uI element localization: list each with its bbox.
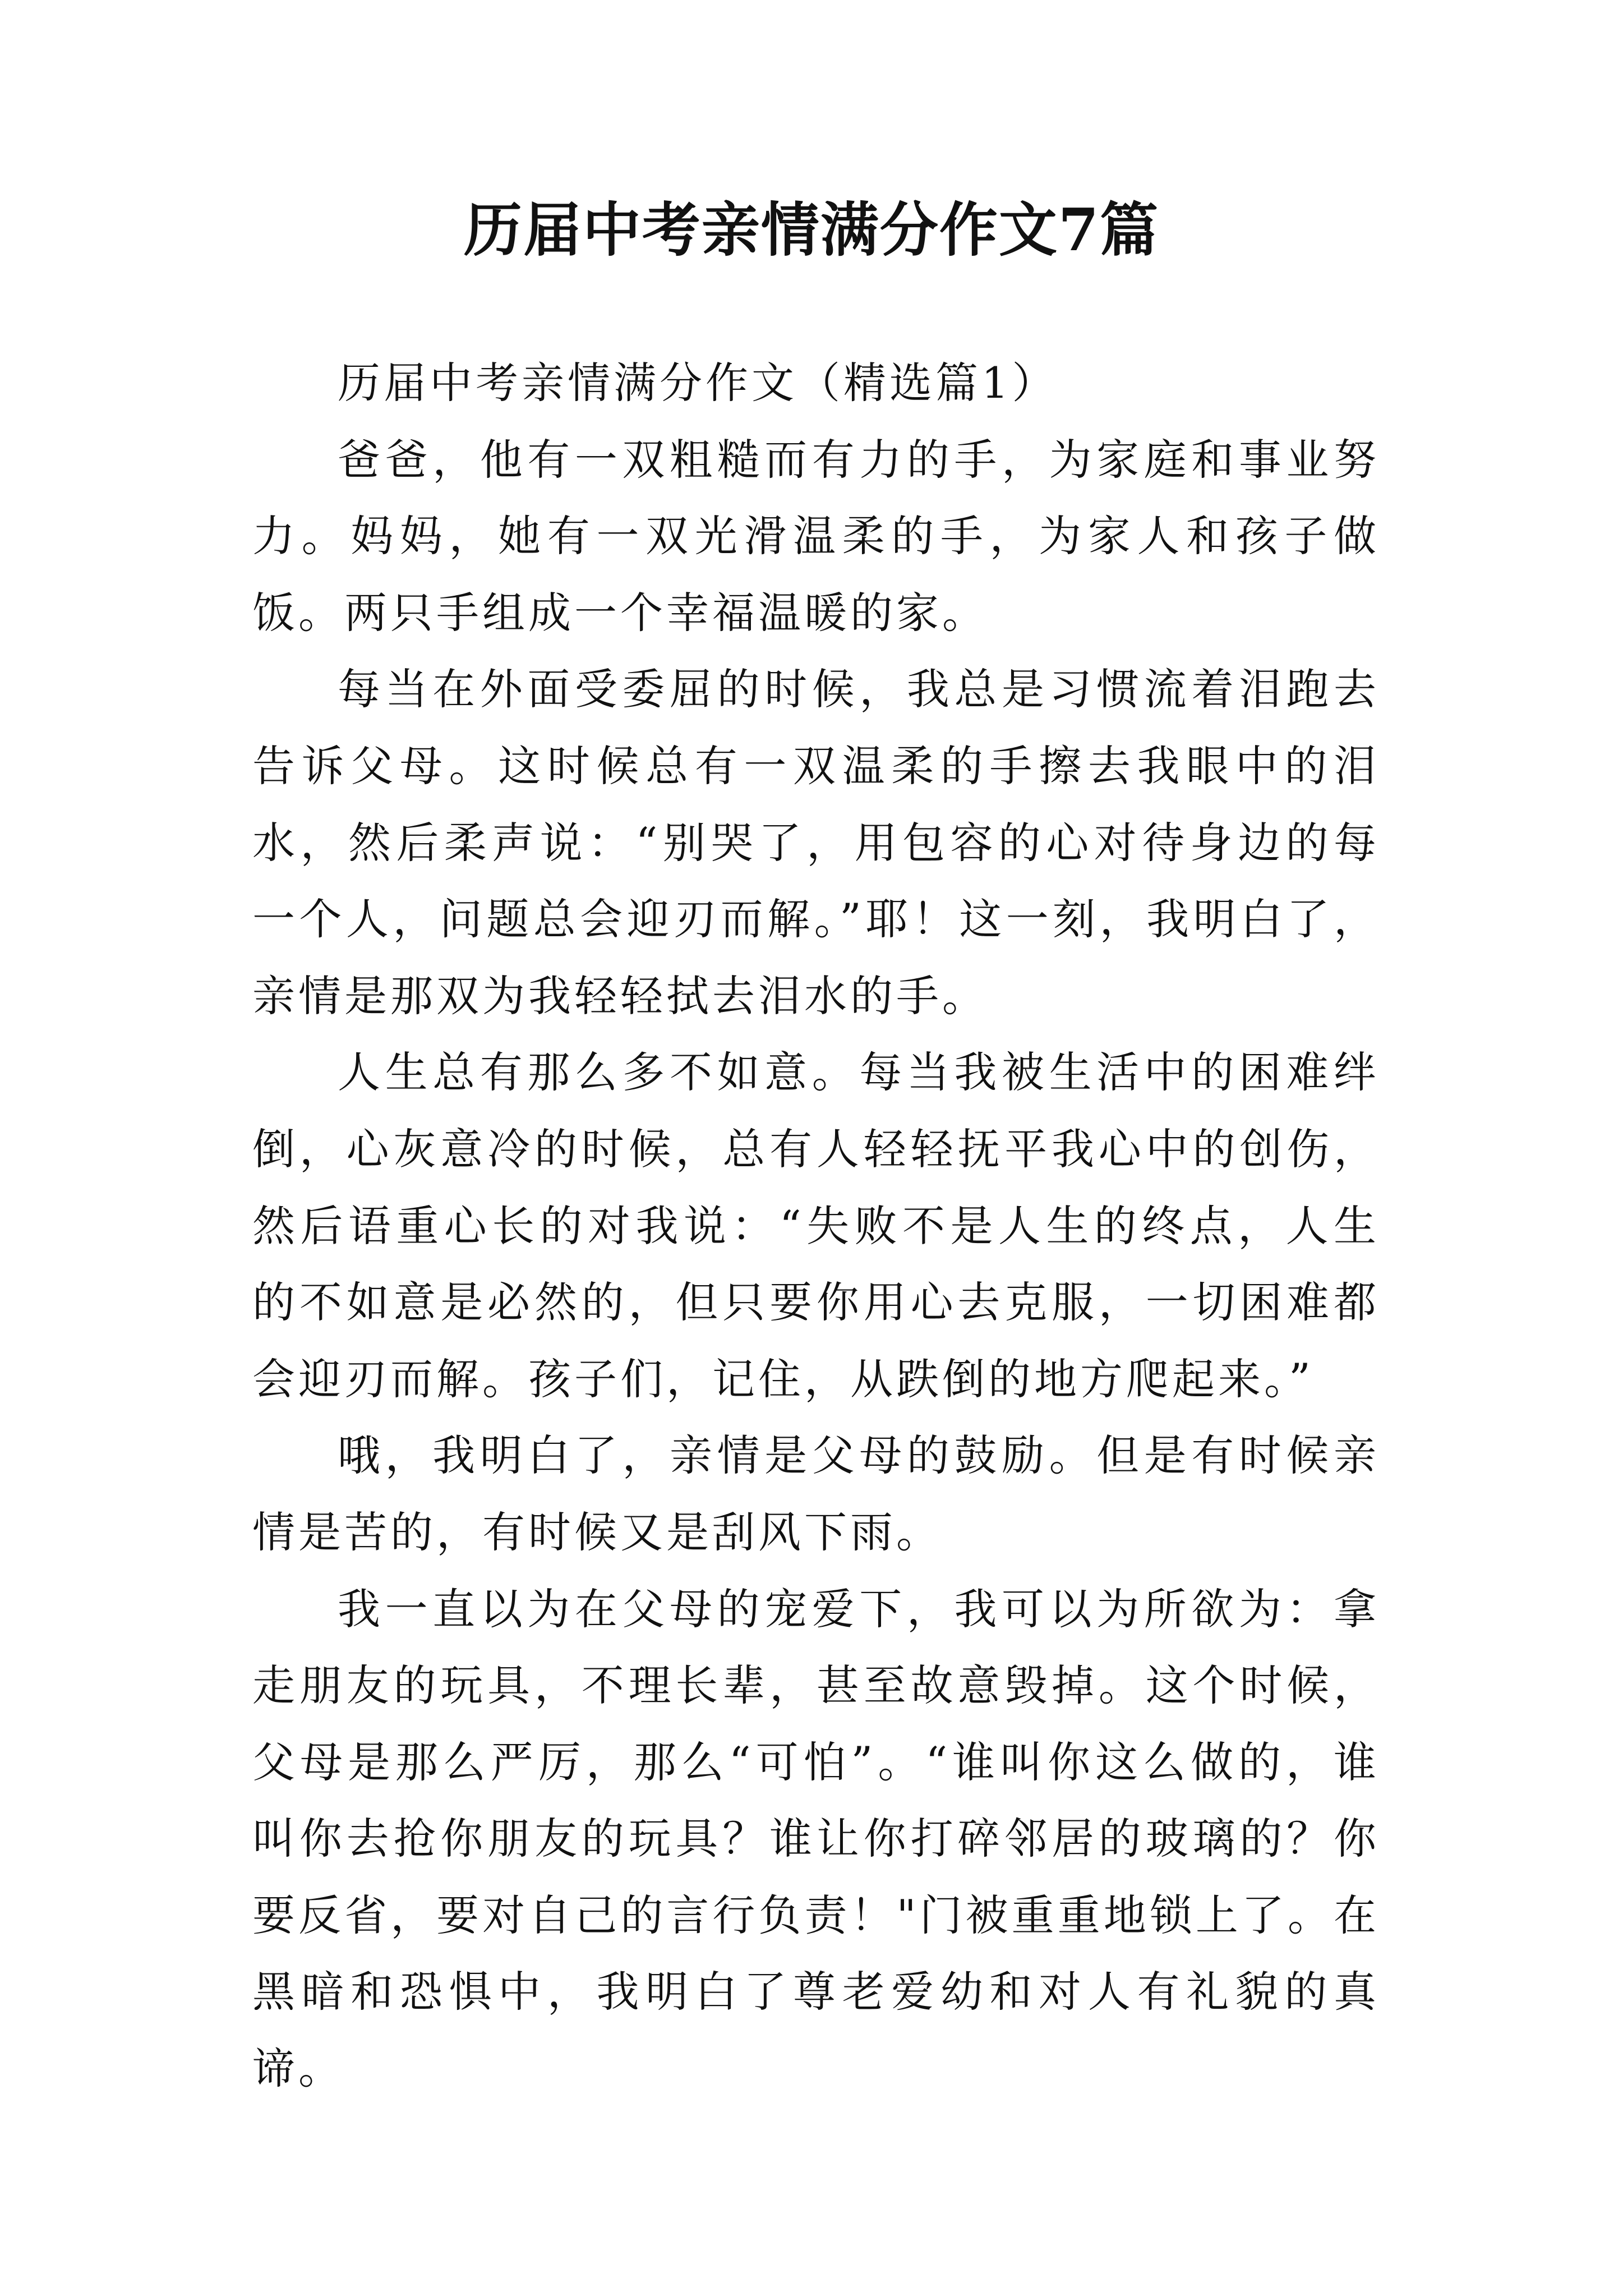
section-heading: 历届中考亲情满分作文（精选篇1） xyxy=(338,358,1058,408)
document-body xyxy=(252,345,1380,2108)
paragraph: 爸爸，他有一双粗糙而有力的手，为家庭和事业努力。妈妈，她有一双光滑温柔的手，为家人和孩子做饭。两只手组成一个幸福温暖的家。 xyxy=(252,434,1380,638)
paragraph: 人生总有那么多不如意。每当我被生活中的困难绊倒，心灰意冷的时候，总有人轻轻抚平我心中的创伤，然后语重心长的对我说：“失败不是人生的终点，人生的不如意是必然的，但只要你用心去克服，一切困难都会迎刃而解。孩子们，记住，从跌倒的地方爬起来。” xyxy=(252,1047,1380,1404)
paragraph: 我一直以为在父母的宠爱下，我可以为所欲为：拿走朋友的玩具，不理长辈，甚至故意毁掉。这个时候，父母是那么严厉，那么“可怕”。“谁叫你这么做的，谁叫你去抢你朋友的玩具？谁让你打碎邻居的玻璃的？你要反省，要对自己的言行负责！"门被重重地锁上了。在黑暗和恐惧中，我明白了尊老爱幼和对人有礼貌的真谛。 xyxy=(252,1584,1380,2094)
paragraph: 哦，我明白了，亲情是父母的鼓励。但是有时候亲情是苦的，有时候又是刮风下雨。 xyxy=(252,1430,1380,1557)
document-title: 历届中考亲情满分作文7篇 xyxy=(463,195,1160,264)
paragraph: 每当在外面受委屈的时候，我总是习惯流着泪跑去告诉父母。这时候总有一双温柔的手擦去我眼中的泪水，然后柔声说：“别哭了，用包容的心对待身边的每一个人，问题总会迎刃而解。”耶！这一刻，我明白了，亲情是那双为我轻轻拭去泪水的手。 xyxy=(252,664,1380,1021)
